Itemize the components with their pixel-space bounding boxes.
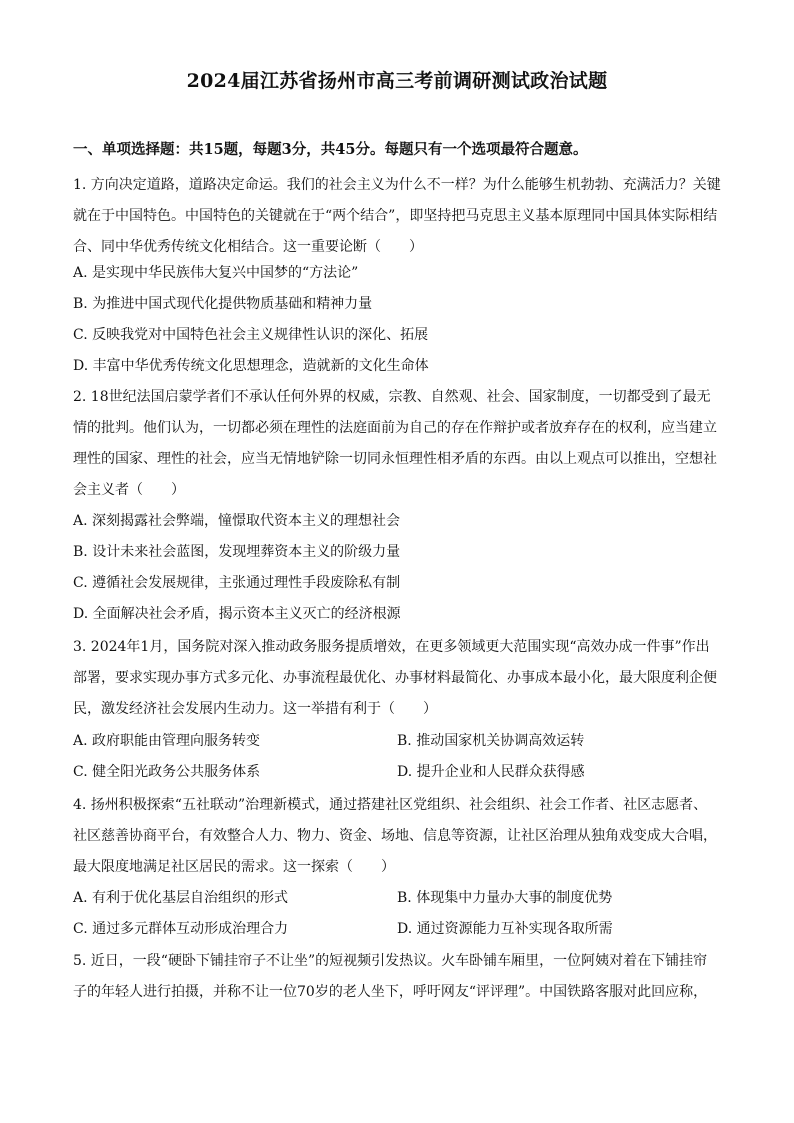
page-title: 2024届江苏省扬州市高三考前调研测试政治试题 [186, 70, 608, 92]
section-heading: 一、单项选择题：共15题，每题3分，共45分。每题只有一个选项最符合题意。 [73, 141, 588, 158]
question-2-stem: 2. 18世纪法国启蒙学者们不承认任何外界的权威，宗教、自然观、社会、国家制度，一切都受到了最无情的批判。他们认为，一切都必须在理性的法庭面前为自己的存在作辩护或者放弃存在的权利，应当建立理性的国家、理性的社会，应当无情地铲除一切同永恒理性相矛盾的东西。由以上观点可以推出，空想社会主义者（ ） [73, 389, 717, 498]
question-1-stem: 1. 方向决定道路，道路决定命运。我们的社会主义为什么不一样？为什么能够生机勃勃、充满活力？关键就在于中国特色。中国特色的关键就在于“两个结合”，即坚持把马克思主义基本原理同中国具体实际相结合、同中华优秀传统文化相结合。这一重要论断（ ） [73, 177, 721, 255]
question-4-option-b: B. 体现集中力量办大事的制度优势 [397, 890, 613, 906]
question-1-option-a: A. 是实现中华民族伟大复兴中国梦的“方法论” [73, 265, 359, 281]
question-1-option-b: B. 为推进中国式现代化提供物质基础和精神力量 [73, 296, 373, 312]
question-2-option-c: C. 遵循社会发展规律，主张通过理性手段废除私有制 [73, 575, 401, 591]
question-3-option-d: D. 提升企业和人民群众获得感 [397, 764, 585, 780]
question-1-option-d: D. 丰富中华优秀传统文化思想理念，造就新的文化生命体 [73, 358, 429, 374]
question-3-option-b: B. 推动国家机关协调高效运转 [397, 733, 585, 749]
question-4-option-c: C. 通过多元群体互动形成治理合力 [73, 921, 289, 937]
question-2-option-d: D. 全面解决社会矛盾，揭示资本主义灭亡的经济根源 [73, 606, 401, 622]
question-1-option-c: C. 反映我党对中国特色社会主义规律性认识的深化、拓展 [73, 327, 429, 343]
question-3-option-a: A. 政府职能由管理向服务转变 [73, 733, 261, 749]
question-4-stem: 4. 扬州积极探索“五社联动”治理新模式，通过搭建社区党组织、社会组织、社会工作者、社区志愿者、社区慈善协商平台，有效整合人力、物力、资金、场地、信息等资源，让社区治理从独角戏变成大合唱，最大限度地满足社区居民的需求。这一探索（ ） [73, 797, 717, 875]
question-5-stem: 5. 近日，一段“硬卧下铺挂帘子不让坐”的短视频引发热议。火车卧铺车厢里，一位阿姨对着在下铺挂帘子的年轻人进行拍摄，并称不让一位70岁的老人坐下，呼吁网友“评评理”。中国铁路客服对此回应称， [73, 953, 708, 1000]
question-4-option-a: A. 有利于优化基层自治组织的形式 [73, 890, 289, 906]
question-3-stem: 3. 2024年1月，国务院对深入推动政务服务提质增效，在更多领域更大范围实现“高效办成一件事”作出部署，要求实现办事方式多元化、办事流程最优化、办事材料最简化、办事成本最小化，最大限度利企便民，激发经济社会发展内生动力。这一举措有利于（ ） [73, 639, 717, 717]
question-4-option-d: D. 通过资源能力互补实现各取所需 [397, 921, 613, 937]
question-2-option-a: A. 深刻揭露社会弊端，憧憬取代资本主义的理想社会 [73, 513, 401, 529]
question-2-option-b: B. 设计未来社会蓝图，发现埋葬资本主义的阶级力量 [73, 544, 401, 560]
question-3-option-c: C. 健全阳光政务公共服务体系 [73, 764, 261, 780]
